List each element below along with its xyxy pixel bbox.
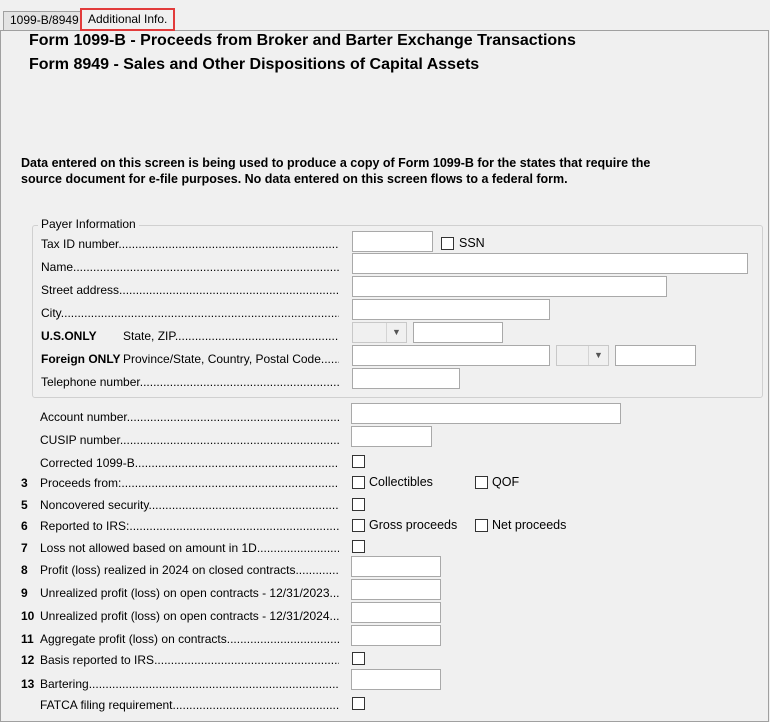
loss-not-allowed-checkbox[interactable]: [352, 540, 365, 553]
net-proceeds-label: Net proceeds: [492, 518, 567, 532]
ssn-checkbox[interactable]: [441, 237, 454, 250]
net-proceeds-checkbox[interactable]: [475, 519, 488, 532]
tab-additional-info[interactable]: Additional Info.: [80, 8, 175, 31]
bartering-input[interactable]: [351, 669, 441, 690]
chevron-down-icon[interactable]: ▼: [588, 346, 608, 365]
line-number-8: 8: [21, 563, 28, 577]
unrealized-2024-label: Unrealized profit (loss) on open contracts - 12/31/2024 .....: [40, 609, 339, 623]
chevron-down-icon[interactable]: ▼: [386, 323, 406, 342]
foreign-only-label: Foreign ONLY: [41, 352, 121, 366]
reported-to-irs-label: Reported to IRS: .....: [40, 519, 339, 533]
unrealized-2024-input[interactable]: [351, 602, 441, 623]
street-address-label: Street address .....: [41, 283, 339, 297]
zip-input[interactable]: [413, 322, 503, 343]
basis-reported-label: Basis reported to IRS .....: [40, 653, 339, 667]
basis-reported-checkbox[interactable]: [352, 652, 365, 665]
unrealized-2023-input[interactable]: [351, 579, 441, 600]
cusip-number-label: CUSIP number .....: [40, 433, 339, 447]
form-title-8949: Form 8949 - Sales and Other Dispositions of Capital Assets: [29, 56, 480, 73]
fatca-checkbox[interactable]: [352, 697, 365, 710]
name-label: Name .....: [41, 260, 339, 274]
profit-realized-label: Profit (loss) realized in 2024 on closed contracts .....: [40, 563, 339, 577]
us-only-label: U.S.ONLY: [41, 329, 97, 343]
line-number-11: 11: [21, 632, 34, 646]
line-number-13: 13: [21, 677, 35, 691]
state-zip-label: State, ZIP .....: [123, 329, 339, 343]
line-number-10: 10: [21, 609, 35, 623]
street-address-input[interactable]: [352, 276, 667, 297]
foreign-fields-label: Province/State, Country, Postal Code .....: [123, 352, 339, 366]
tax-id-label: Tax ID number .....: [41, 237, 339, 251]
line-number-9: 9: [21, 586, 28, 600]
tab-bar: [0, 0, 770, 30]
loss-not-allowed-label: Loss not allowed based on amount in 1D .....: [40, 541, 339, 555]
account-number-label: Account number .....: [40, 410, 339, 424]
aggregate-profit-input[interactable]: [351, 625, 441, 646]
telephone-label: Telephone number .....: [41, 375, 339, 389]
country-dropdown[interactable]: [556, 345, 609, 366]
collectibles-label: Collectibles: [369, 475, 433, 489]
telephone-input[interactable]: [352, 368, 460, 389]
unrealized-2023-label: Unrealized profit (loss) on open contracts - 12/31/2023 .....: [40, 586, 339, 600]
account-number-input[interactable]: [351, 403, 621, 424]
form-title-1099b: Form 1099-B - Proceeds from Broker and Barter Exchange Transactions: [29, 32, 576, 49]
notice-line-2: source document for e-file purposes. No data entered on this screen flows to a federal form.: [21, 172, 568, 186]
province-state-input[interactable]: [352, 345, 550, 366]
qof-checkbox[interactable]: [475, 476, 488, 489]
line-number-7: 7: [21, 541, 28, 555]
tax-id-input[interactable]: [352, 231, 433, 252]
cusip-number-input[interactable]: [351, 426, 432, 447]
city-input[interactable]: [352, 299, 550, 320]
name-input[interactable]: [352, 253, 748, 274]
line-number-3: 3: [21, 476, 28, 490]
city-label: City .....: [41, 306, 339, 320]
gross-proceeds-label: Gross proceeds: [369, 518, 458, 532]
proceeds-from-label: Proceeds from: .....: [40, 476, 339, 490]
aggregate-profit-label: Aggregate profit (loss) on contracts .....: [40, 632, 339, 646]
gross-proceeds-checkbox[interactable]: [352, 519, 365, 532]
bartering-label: Bartering .....: [40, 677, 339, 691]
notice-line-1: Data entered on this screen is being used to produce a copy of Form 1099-B for the states that require the: [21, 156, 651, 170]
notice-text: [21, 155, 650, 187]
corrected-1099b-label: Corrected 1099-B .....: [40, 456, 339, 470]
noncovered-security-label: Noncovered security .....: [40, 498, 339, 512]
line-number-5: 5: [21, 498, 28, 512]
tab-1099b-8949[interactable]: 1099-B/8949: [3, 11, 86, 30]
qof-label: QOF: [492, 475, 520, 489]
state-dropdown[interactable]: [352, 322, 407, 343]
payer-information-legend: Payer Information: [38, 217, 139, 231]
line-number-12: 12: [21, 653, 35, 667]
ssn-label: SSN: [459, 236, 485, 250]
profit-realized-input[interactable]: [351, 556, 441, 577]
fatca-label: FATCA filing requirement .....: [40, 698, 339, 712]
corrected-1099b-checkbox[interactable]: [352, 455, 365, 468]
collectibles-checkbox[interactable]: [352, 476, 365, 489]
noncovered-security-checkbox[interactable]: [352, 498, 365, 511]
line-number-6: 6: [21, 519, 28, 533]
postal-code-input[interactable]: [615, 345, 696, 366]
